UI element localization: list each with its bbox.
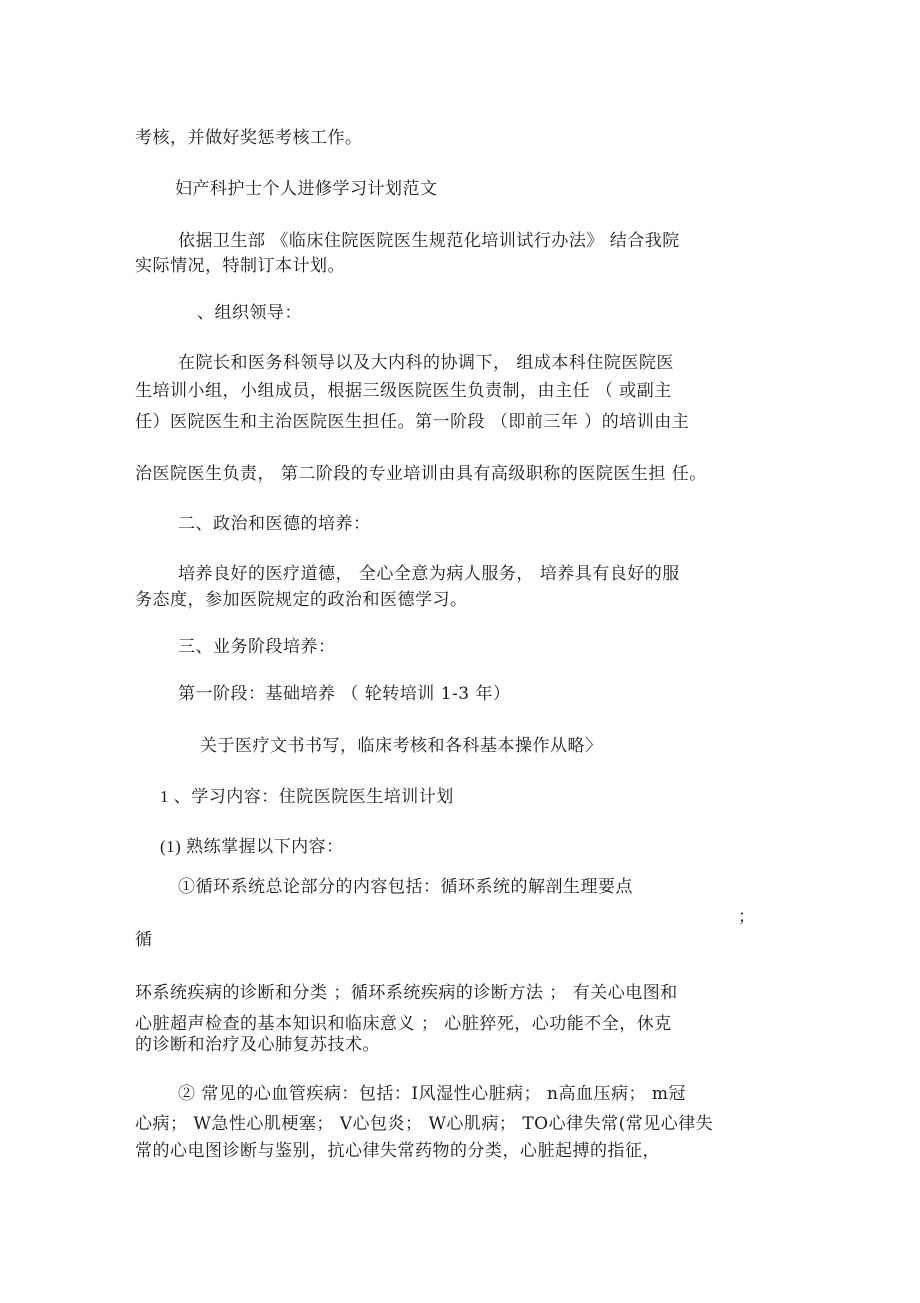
paragraph-line: 心脏超声检查的基本知识和临床意义 ； 心脏猝死，心功能不全，休克 [135, 1014, 672, 1034]
paragraph-line: ①循环系统总论部分的内容包括：循环系统的解剖生理要点 [178, 877, 633, 897]
paragraph-line: 心病； W急性心肌梗塞； V心包炎； W心肌病； TO心律失常(常见心律失 [135, 1114, 714, 1134]
heading-organization: 、组织领导： [197, 303, 302, 323]
paragraph-line: 的诊断和治疗及心肺复苏技术。 [135, 1035, 380, 1055]
paragraph-line: 关于医疗文书书写，临床考核和各科基本操作从略〉 [200, 736, 603, 756]
paragraph-line: 常的心电图诊断与鉴别，抗心律失常药物的分类，心脏起搏的指征， [135, 1141, 660, 1161]
section-title: 妇产科护士个人进修学习计划范文 [175, 179, 438, 199]
numbered-subitem-1: (1) 熟练掌握以下内容： [160, 837, 344, 856]
paragraph-line: 循 [135, 930, 153, 950]
paragraph-line: 实际情况，特制订本计划。 [135, 256, 345, 276]
paragraph-line: 培养良好的医疗道德， 全心全意为病人服务， 培养具有良好的服 [178, 564, 680, 584]
paragraph-line: 生培训小组，小组成员，根据三级医院医生负责制，由主任 （ 或副主 [135, 381, 672, 401]
numbered-item-1: 1 、学习内容：住院医院医生培训计划 [160, 787, 454, 806]
paragraph-line: 环系统疾病的诊断和分类 ；循环系统疾病的诊断方法 ； 有关心电图和 [135, 983, 678, 1003]
paragraph-line: 依据卫生部 《临床住院医院医生规范化培训试行办法》 结合我院 [178, 231, 680, 251]
paragraph-line: 在院长和医务科领导以及大内科的协调下， 组成本科住院医院医 [178, 353, 674, 373]
stray-semicolon: ； [738, 907, 756, 927]
stage-one-line: 第一阶段：基础培养 （ 轮转培训 1-3 年） [178, 684, 511, 704]
paragraph-line: 任）医院医生和主治医院医生担任。第一阶段 （即前三年 ）的培训由主 [135, 412, 690, 432]
heading-politics-ethics: 二、政治和医德的培养： [178, 514, 371, 534]
paragraph-line: 务态度，参加医院规定的政治和医德学习。 [135, 590, 468, 610]
paragraph-line: 治医院医生负责， 第二阶段的专业培训由具有高级职称的医院医生担 任。 [135, 464, 707, 484]
paragraph-line: ② 常见的心血管疾病：包括：I风湿性心脏病； n高血压病； m冠 [178, 1084, 686, 1104]
text-line-continuation: 考核，并做好奖惩考核工作。 [135, 128, 363, 148]
heading-business-stages: 三、业务阶段培养： [178, 637, 336, 657]
